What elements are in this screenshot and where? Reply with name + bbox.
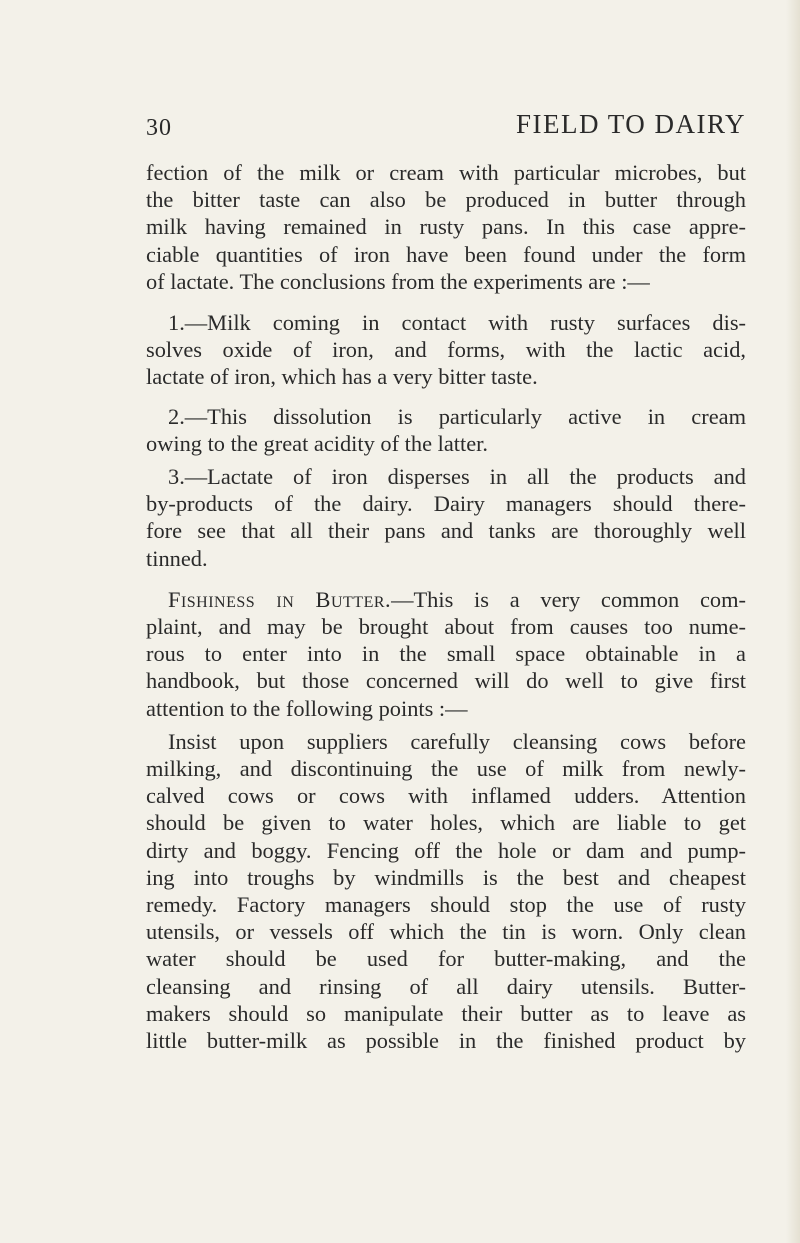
section-heading: Fishiness in Butter. <box>168 586 392 612</box>
text-line: lactate of iron, which has a very bitter taste. <box>146 364 538 390</box>
page-header <box>146 109 746 149</box>
text-line <box>146 586 746 613</box>
text-line-rest: —This is a very common com- <box>391 586 746 612</box>
text-line: little butter-milk as possible in the finished product by <box>146 1028 746 1054</box>
text-line: utensils, or vessels off which the tin is worn. Only clean <box>146 919 746 945</box>
text-line: Insist upon suppliers carefully cleansing cows before <box>168 728 746 754</box>
running-head: FIELD TO DAIRY <box>515 109 746 139</box>
body-text <box>146 159 746 1054</box>
text-line: fection of the milk or cream with particular microbes, but <box>146 160 746 185</box>
page-edge-shading <box>786 0 800 1243</box>
text-line: dirty and boggy. Fencing off the hole or dam and pump- <box>146 837 746 863</box>
page-number: 30 <box>146 115 172 141</box>
text-line: owing to the great acidity of the latter. <box>146 430 488 456</box>
text-line: ciable quantities of iron have been found under the form <box>146 241 746 267</box>
text-line: tinned. <box>146 545 208 571</box>
text-line: plaint, and may be brought about from causes too nume- <box>146 614 746 640</box>
text-line: 2.—This dissolution is particularly active in cream <box>168 403 746 429</box>
text-line: should be given to water holes, which are liable to get <box>146 810 746 836</box>
text-line: ing into troughs by windmills is the best and cheapest <box>146 864 746 890</box>
text-line: makers should so manipulate their butter as to leave as <box>146 1000 746 1026</box>
text-line: calved cows or cows with inflamed udders. Attention <box>146 783 746 809</box>
text-line: 3.—Lactate of iron disperses in all the products and <box>168 464 746 490</box>
text-line: by-products of the dairy. Dairy managers should there- <box>146 491 746 517</box>
text-line: attention to the following points :— <box>146 695 468 721</box>
text-line: milking, and discontinuing the use of milk from newly- <box>146 756 746 782</box>
text-line: remedy. Factory managers should stop the use of rusty <box>146 892 746 918</box>
text-line: rous to enter into in the small space obtainable in a <box>146 641 746 667</box>
text-line: of lactate. The conclusions from the experiments are :— <box>146 268 650 294</box>
text-line: the bitter taste can also be produced in butter through <box>146 187 746 213</box>
text-line: 1.—Milk coming in contact with rusty surfaces dis- <box>168 310 746 336</box>
text-line: milk having remained in rusty pans. In this case appre- <box>146 214 746 240</box>
text-line: fore see that all their pans and tanks are thoroughly well <box>146 518 746 544</box>
text-line: water should be used for butter-making, and the <box>146 946 746 972</box>
text-line: handbook, but those concerned will do well to give first <box>146 668 746 694</box>
text-line: solves oxide of iron, and forms, with the lactic acid, <box>146 337 746 363</box>
text-line: cleansing and rinsing of all dairy utensils. Butter- <box>146 973 746 999</box>
